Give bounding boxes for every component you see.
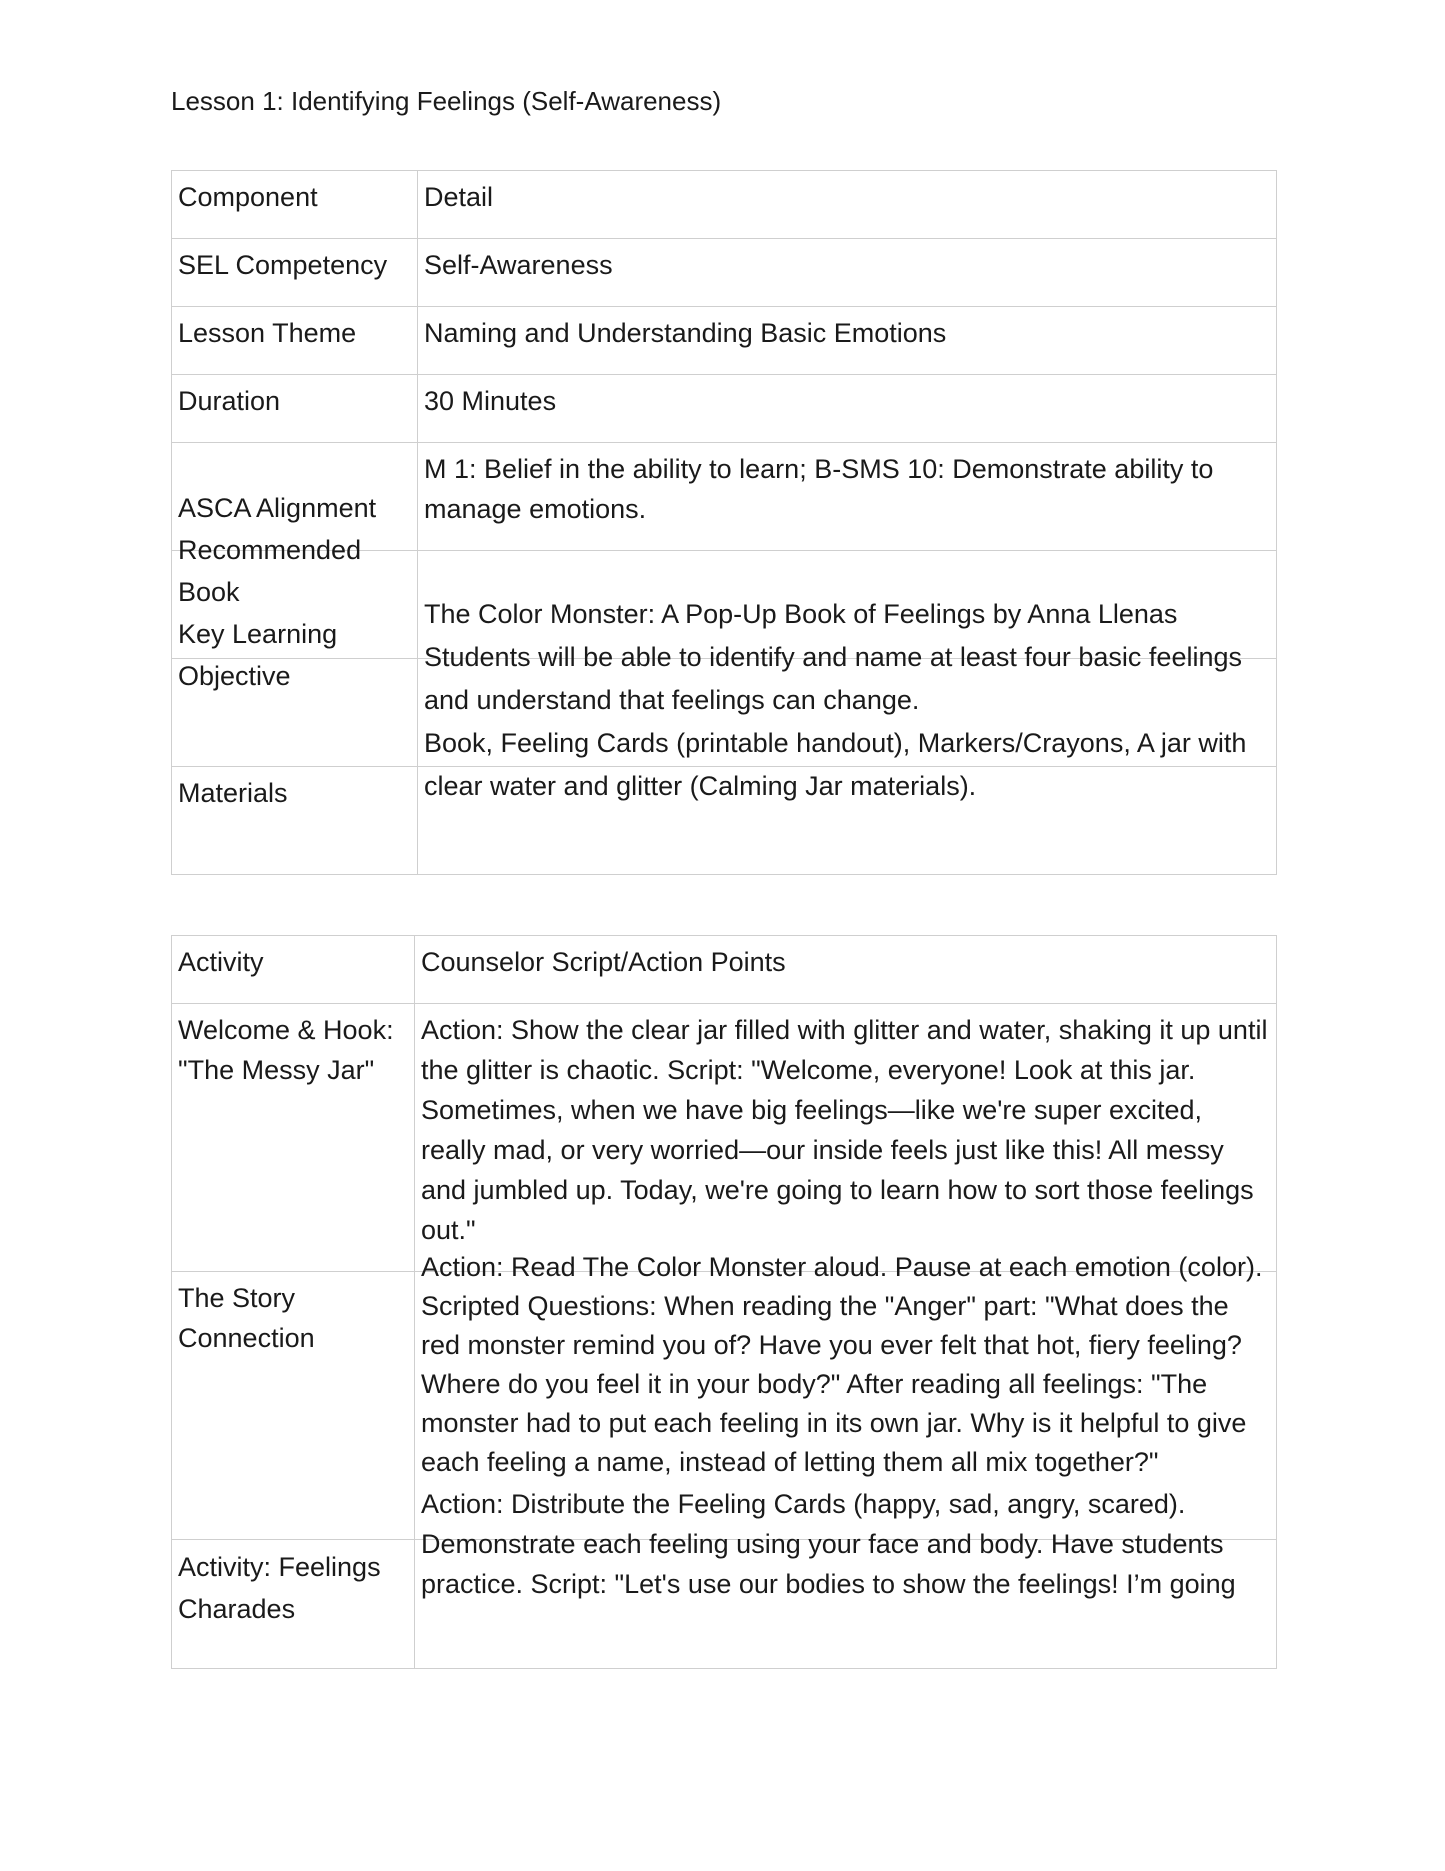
- script-feelings-charades-text: Action: Distribute the Feeling Cards (happy, sad, angry, scared). Demonstrate each feeling using your face and body. Have students practice. Script: "Let's use our bodies to show the feelings! I’m going: [421, 1489, 1236, 1599]
- script-welcome-hook: [415, 1004, 1277, 1599]
- row-value-recommended-book: [418, 551, 1277, 801]
- row-label-duration: Duration: [172, 375, 418, 443]
- recommended-book-value: The Color Monster: A Pop-Up Book of Feelings by Anna Llenas: [424, 599, 1178, 629]
- row-value-lesson-theme: Naming and Understanding Basic Emotions: [418, 307, 1277, 375]
- key-learning-objective-value: Students will be able to identify and name at least four basic feelings and understand that feelings can change.: [424, 642, 1242, 715]
- header-detail: Detail: [418, 171, 1277, 239]
- table-row: [172, 239, 1277, 307]
- activity-welcome-hook: Welcome & Hook: "The Messy Jar": [172, 1004, 415, 1272]
- recommended-book-label: Recommended Book: [178, 535, 362, 607]
- header-activity: Activity: [172, 936, 415, 1004]
- row-label-sel-competency: SEL Competency: [172, 239, 418, 307]
- script-welcome-hook-text: Action: Show the clear jar filled with glitter and water, shaking it up until the glitter is chaotic. Script: "Welcome, everyone! Look at this jar. Sometimes, when we have big feelings—like we're super excited, really mad, or very worried—our inside feels just like this! All messy and jumbled up. Today, we're going to learn how to sort those feelings out.": [421, 1015, 1268, 1245]
- asca-label: ASCA Alignment: [178, 493, 377, 523]
- lesson-overview-table: [171, 170, 1277, 875]
- row-label-lesson-theme: Lesson Theme: [172, 307, 418, 375]
- materials-value: Book, Feeling Cards (printable handout), Markers/Crayons, A jar with clear water and glitter (Calming Jar materials).: [424, 728, 1247, 801]
- script-story-connection-text: Action: Read The Color Monster aloud. Pause at each emotion (color). Scripted Questions: When reading the "Anger" part: "What does the red monster remind you of? Have you ever felt that hot, fiery feeling? Where do you feel it in your body?" After reading all feelings: "The monster had to put each feeling in its own jar. Why is it helpful to give each feeling a name, instead of letting them all mix together?": [421, 1252, 1263, 1477]
- activity-script-table: [171, 935, 1277, 1669]
- row-value-duration: 30 Minutes: [418, 375, 1277, 443]
- table-row: [172, 443, 1277, 551]
- table-header-row: [172, 936, 1277, 1004]
- activity-feelings-charades: Activity: Feelings Charades: [172, 1540, 415, 1669]
- table-row: [172, 1004, 1277, 1272]
- activity-story-connection: The Story Connection: [172, 1272, 415, 1540]
- header-counselor-script: Counselor Script/Action Points: [415, 936, 1277, 1004]
- table-row: [172, 307, 1277, 375]
- row-value-asca-alignment: M 1: Belief in the ability to learn; B-SMS 10: Demonstrate ability to manage emotions.: [418, 443, 1277, 551]
- table-header-row: [172, 171, 1277, 239]
- row-label-materials: Materials: [172, 767, 418, 875]
- header-component: Component: [172, 171, 418, 239]
- key-learning-objective-label: Key Learning Objective: [178, 619, 338, 691]
- row-label-asca-alignment: [172, 443, 418, 691]
- page-title: Lesson 1: Identifying Feelings (Self-Awareness): [171, 86, 722, 116]
- table-row: [172, 375, 1277, 443]
- row-value-sel-competency: Self-Awareness: [418, 239, 1277, 307]
